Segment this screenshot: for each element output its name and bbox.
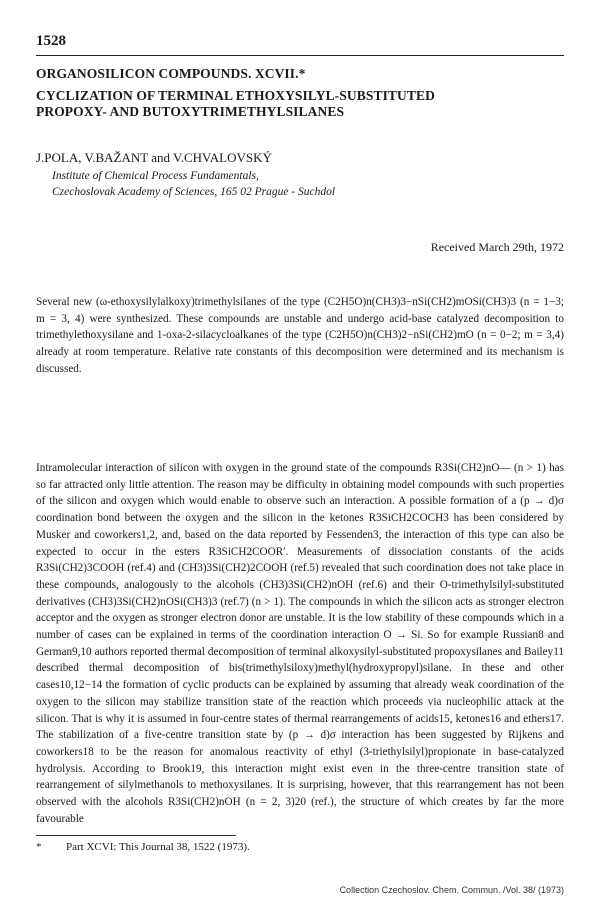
title-line-2: CYCLIZATION OF TERMINAL ETHOXYSILYL-SUBSTITUTED xyxy=(36,88,435,103)
footnote-text: Part XCVI: This Journal 38, 1522 (1973). xyxy=(66,841,250,853)
author-list: J.POLA, V.BAŽANT and V.CHVALOVSKÝ xyxy=(36,150,272,165)
affiliation-institute: Institute of Chemical Process Fundamentals, xyxy=(52,170,259,182)
received-date: Received March 29th, 1972 xyxy=(430,240,564,254)
article-title xyxy=(36,66,566,120)
footnote xyxy=(36,841,250,853)
affiliation-address: Czechoslovak Academy of Sciences, 165 02 Prague - Suchdol xyxy=(52,186,336,198)
title-series: ORGANOSILICON COMPOUNDS. XCVII.* xyxy=(36,66,306,81)
title-line-3: PROPOXY- AND BUTOXYTRIMETHYLSILANES xyxy=(36,104,345,119)
journal-reference: Collection Czechoslov. Chem. Commun. /Vol. 38/ (1973) xyxy=(339,885,564,895)
footnote-rule xyxy=(36,835,236,836)
page-number: 1528 xyxy=(36,33,66,49)
abstract: Several new (ω-ethoxysilylalkoxy)trimethylsilanes of the type (C2H5O)n(CH3)3−nSi(CH2)mOSi(CH3)3 (n = 1−3; m = 3, 4) were synthesized. These compounds are unstable and undergo acid-base catalyzed decomposition to trimethylethoxysilane and 1-oxa-2-silacycloalkanes of the type (C2H5O)n(CH3)2−nSi(CH2)mO (n = 0−2; m = 3,4) already at room temperature. Relative rate constants of this decomposition were determined and its mechanism is discussed. xyxy=(36,296,564,375)
affiliation xyxy=(52,168,552,200)
header-rule xyxy=(36,55,564,56)
footnote-mark: * xyxy=(36,841,42,853)
body-text: Intramolecular interaction of silicon with oxygen in the ground state of the compounds R3Si(CH2)nO— (n > 1) has so far attracted only little attention. The reason may be difficulty in obtaining model compounds with such properties of the silicon and oxygen which would enable to observe such an interaction. A possible formation of a (p → d)σ coordination bond between the oxygen and the silicon in the ketones R3SiCH2COCH3 has been considered by Musker and coworkers1,2, and, based on the data reported by Fessenden3, the interaction of this type can also be expected to occur in the esters R3SiCH2COOR′. Measurements of dissociation constants of the acids R3Si(CH2)3COOH (ref.4) and (CH3)3Si(CH2)2COOH (ref.5) revealed that such coordination does not take place in these compounds, analogously to the alcohols (CH3)3Si(CH2)nOH (ref.6) and their O-trimethylsilyl-substituted derivatives (CH3)3Si(CH2)nOSi(CH3)3 (ref.7) (n > 1). The compounds in which the silicon acts as stronger electron acceptor and the oxygen as stronger electron donor are unstable. It is the low stability of these compounds which in a number of cases can be explained in terms of the coordination interaction O → Si. So for example Russian8 and German9,10 authors reported thermal decomposition of terminal alkoxysilyl-substituted propoxysilanes and Bailey11 described thermal decomposition of bis(trimethylsiloxy)methyl(hydroxypropyl)silane. In these and other cases10,12−14 the formation of cyclic products can be explained by assuming that already weak coordination of the oxygen to the silicon may stabilize transition state of the reaction which proceeds via nucleophilic attack at the silicon. That is why it is assumed in four-centre states of thermal rearrangements of acids15, ketones16 and ethers17. The stabilization of a five-centre transition state by (p → d)σ interaction has been suggested by Rijkens and coworkers18 to be the reason for anomalous reactivity of ethyl (3-triethylsilyl)propionate in base-catalyzed hydrolysis. According to Brook19, this interaction might exist even in the three-centre transition state of rearrangement of silylmethanols to methoxysilanes. It is surprising, however, that this rearrangement has not been observed with the alcohols R3Si(CH2)nOH (n = 2, 3)20 (ref.), the structure of which creates by far the more favourable xyxy=(36,462,564,825)
